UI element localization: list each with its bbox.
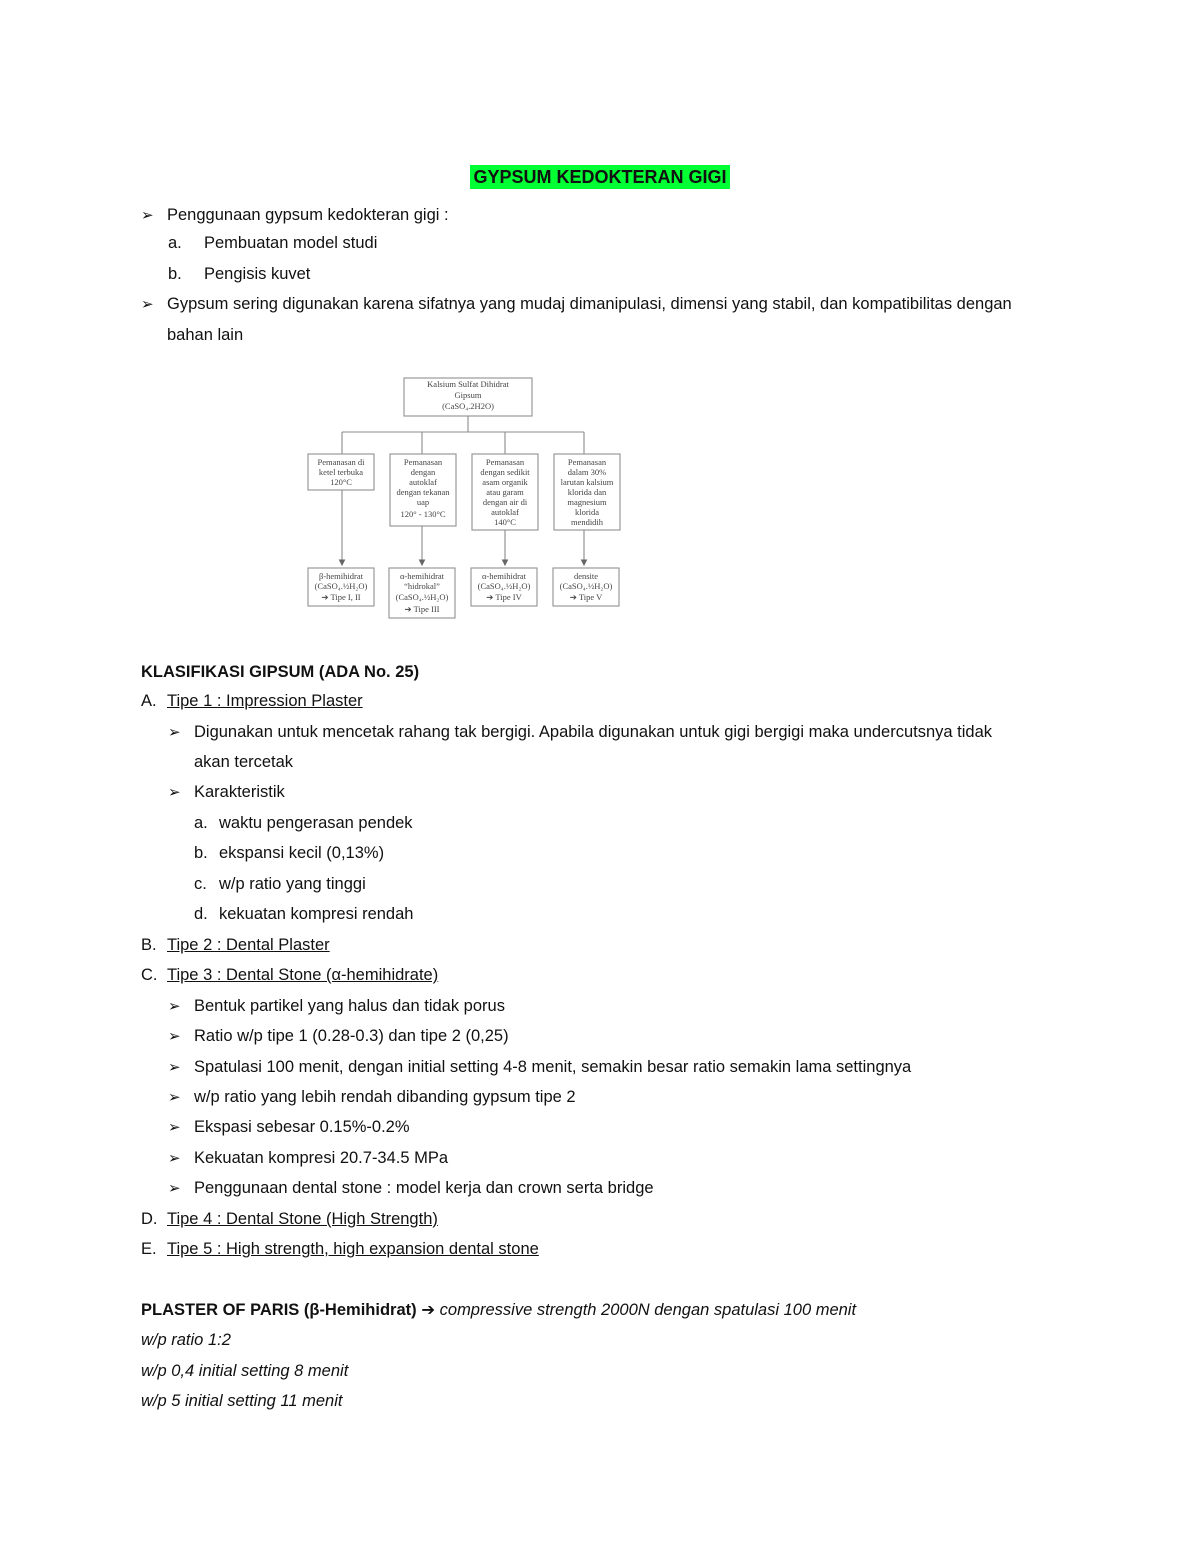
arrow-bullet-icon: ➢	[168, 1180, 181, 1197]
diagram-process-text: Pemanasan	[485, 457, 525, 467]
arrow-bullet-icon: ➢	[168, 1059, 181, 1076]
diagram-product-text: ➔ Tipe IV	[486, 592, 522, 602]
bullet-item: ➢ Digunakan untuk mencetak rahang tak bergigi. Apabila digunakan untuk gigi bergigi maka undercutsnya tidak	[168, 723, 993, 741]
diagram-process-text: 120° - 130°C	[400, 509, 446, 519]
arrow-bullet-icon: ➢	[168, 1119, 181, 1136]
diagram-product-text: β-hemihidrat	[319, 571, 363, 581]
diagram-process-text: klorida	[574, 507, 600, 517]
type-item-b: B. Tipe 2 : Dental Plaster	[141, 936, 330, 954]
arrow-bullet-icon: ➢	[141, 207, 154, 224]
diagram-process-text: Pemanasan	[567, 457, 607, 467]
list-item: a. waktu pengerasan pendek	[194, 814, 413, 832]
diagram-product-text: “hidrokal”	[404, 581, 440, 591]
diagram-process-text: 140°C	[494, 517, 516, 527]
arrow-bullet-icon: ➢	[168, 998, 181, 1015]
diagram-process-text: magnesium	[567, 497, 607, 507]
diagram-process-text: 120°C	[330, 477, 352, 487]
page-title: GYPSUM KEDOKTERAN GIGI	[0, 167, 1200, 188]
arrow-bullet-icon: ➢	[168, 1150, 181, 1167]
diagram-product-text: (CaSO₄.½H₂O)	[395, 592, 449, 602]
diagram-product-text: ➔ Tipe I, II	[321, 592, 361, 602]
diagram-product-text: ➔ Tipe III	[404, 604, 440, 614]
intro-bullet-2-cont: bahan lain	[167, 326, 244, 344]
diagram-product-text: (CaSO₄.½H₂O)	[477, 581, 531, 591]
plaster-line: w/p 0,4 initial setting 8 menit	[141, 1362, 349, 1380]
diagram-process-text: dengan tekanan	[396, 487, 450, 497]
type-item-e: E. Tipe 5 : High strength, high expansion dental stone	[141, 1240, 539, 1258]
diagram-process-text: asam organik	[482, 477, 528, 487]
arrow-bullet-icon: ➢	[168, 1028, 181, 1045]
diagram-process-text: Pemanasan	[403, 457, 443, 467]
type-item-d: D. Tipe 4 : Dental Stone (High Strength)	[141, 1210, 438, 1228]
plaster-line: w/p 5 initial setting 11 menit	[141, 1392, 343, 1410]
diagram-process-text: ketel terbuka	[318, 467, 364, 477]
bullet-item: ➢ Ekspasi sebesar 0.15%-0.2%	[168, 1118, 410, 1136]
diagram-root-line: Gipsum	[454, 390, 482, 400]
arrow-bullet-icon: ➢	[168, 724, 181, 741]
diagram-process-text: autoklaf	[409, 477, 437, 487]
list-item: b. Pengisis kuvet	[168, 265, 311, 283]
diagram-process-text: uap	[416, 497, 430, 507]
diagram-process-text: mendidih	[570, 517, 604, 527]
gypsum-flow-diagram	[300, 370, 640, 630]
diagram-root-line: Kalsium Sulfat Dihidrat	[427, 379, 509, 389]
bullet-item: ➢ Karakteristik	[168, 783, 285, 801]
diagram-process-text: autoklaf	[491, 507, 519, 517]
intro-bullet-2: ➢ Gypsum sering digunakan karena sifatnya yang mudaj dimanipulasi, dimensi yang stabil, dan kompatibilitas dengan	[141, 295, 1012, 313]
diagram-process-text: dengan sedikit	[480, 467, 530, 477]
bullet-item: ➢ Kekuatan kompresi 20.7-34.5 MPa	[168, 1149, 449, 1167]
diagram-process-text: Pemanasan di	[317, 457, 365, 467]
bullet-item: ➢ Spatulasi 100 menit, dengan initial setting 4-8 menit, semakin besar ratio semakin lama settingnya	[168, 1058, 912, 1076]
bullet-item: ➢ Bentuk partikel yang halus dan tidak porus	[168, 997, 505, 1015]
list-item: d. kekuatan kompresi rendah	[194, 905, 414, 923]
diagram-root-line: (CaSO₄.2H2O)	[442, 401, 494, 411]
diagram-process-text: dengan air di	[482, 497, 528, 507]
diagram-product-text: ➔ Tipe V	[569, 592, 603, 602]
list-item: a. Pembuatan model studi	[168, 234, 378, 252]
list-item: b. ekspansi kecil (0,13%)	[194, 844, 385, 862]
diagram-product-text: α-hemihidrat	[481, 571, 527, 581]
type-item-a: A. Tipe 1 : Impression Plaster	[141, 692, 363, 710]
diagram-product-text: α-hemihidrat	[399, 571, 445, 581]
list-item: c. w/p ratio yang tinggi	[194, 875, 366, 893]
diagram-product-text: (CaSO₄.½H₂O)	[559, 581, 613, 591]
bullet-item: ➢ Ratio w/p tipe 1 (0.28-0.3) dan tipe 2 (0,25)	[168, 1027, 509, 1045]
arrow-bullet-icon: ➢	[141, 296, 154, 313]
arrow-bullet-icon: ➢	[168, 1089, 181, 1106]
bullet-item: ➢ w/p ratio yang lebih rendah dibanding gypsum tipe 2	[168, 1088, 576, 1106]
bullet-item-cont: akan tercetak	[194, 753, 294, 771]
diagram-process-text: dengan	[410, 467, 436, 477]
type-item-c: C. Tipe 3 : Dental Stone (α-hemihidrate)	[141, 966, 439, 984]
diagram-process-text: atau garam	[486, 487, 524, 497]
plaster-line: w/p ratio 1:2	[141, 1331, 231, 1349]
section-heading-klasifikasi: KLASIFIKASI GIPSUM (ADA No. 25)	[141, 663, 420, 681]
diagram-process-text: larutan kalsium	[560, 477, 614, 487]
plaster-heading: PLASTER OF PARIS (β-Hemihidrat) ➔ compressive strength 2000N dengan spatulasi 100 menit	[141, 1301, 857, 1319]
diagram-process-text: dalam 30%	[567, 467, 607, 477]
diagram-process-text: klorida dan	[567, 487, 607, 497]
diagram-product-text: densite	[573, 571, 599, 581]
bullet-item: ➢ Penggunaan dental stone : model kerja dan crown serta bridge	[168, 1179, 654, 1197]
intro-bullet-1: ➢ Penggunaan gypsum kedokteran gigi :	[141, 206, 449, 224]
right-arrow-icon: ➔	[421, 1301, 436, 1319]
arrow-bullet-icon: ➢	[168, 784, 181, 801]
diagram-product-text: (CaSO₄.½H₂O)	[314, 581, 368, 591]
